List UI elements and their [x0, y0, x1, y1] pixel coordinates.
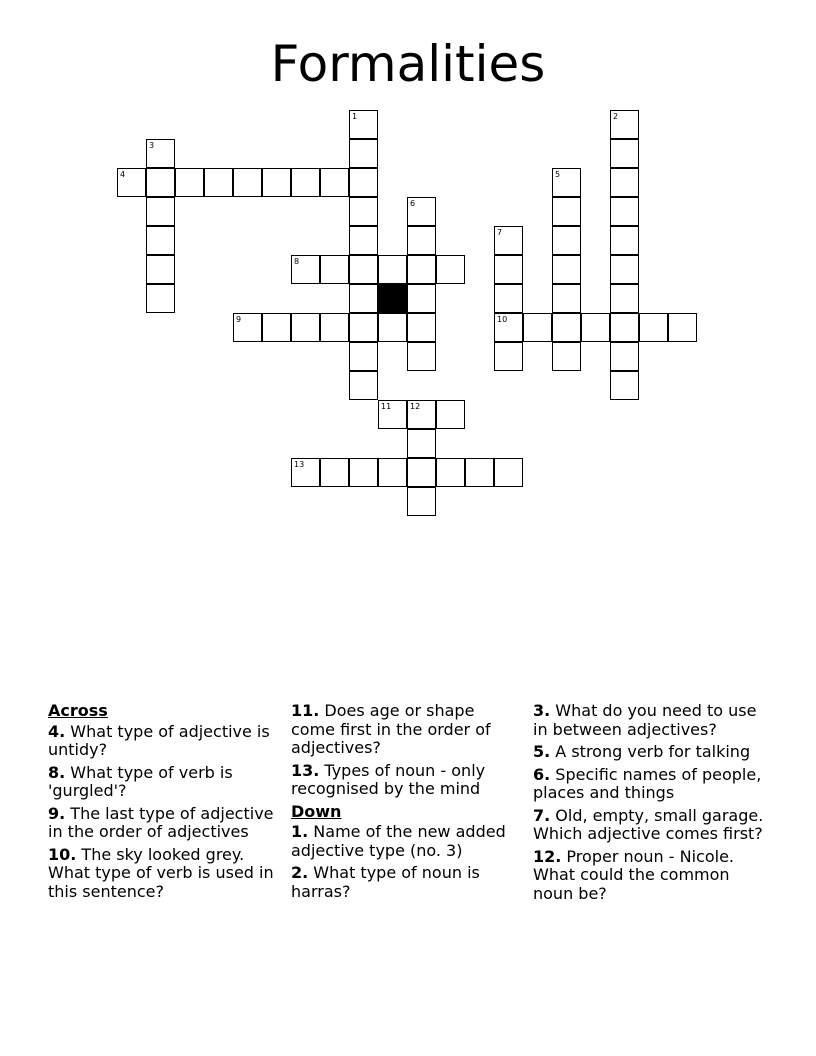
- clue-number: 1.: [291, 822, 309, 841]
- grid-cell[interactable]: [407, 313, 436, 342]
- grid-cell[interactable]: [320, 313, 349, 342]
- cell-number: 5: [555, 170, 561, 179]
- cell-number: 11: [381, 402, 392, 411]
- grid-cell[interactable]: [146, 284, 175, 313]
- grid-cell[interactable]: [349, 110, 378, 139]
- clue-number: 3.: [533, 701, 551, 720]
- grid-cell[interactable]: [407, 226, 436, 255]
- grid-cell[interactable]: [378, 458, 407, 487]
- grid-cell[interactable]: [349, 226, 378, 255]
- grid-cell[interactable]: [146, 139, 175, 168]
- grid-cell[interactable]: [291, 458, 320, 487]
- grid-cell[interactable]: [378, 255, 407, 284]
- grid-cell[interactable]: [262, 168, 291, 197]
- grid-cell[interactable]: [407, 458, 436, 487]
- grid-cell[interactable]: [610, 168, 639, 197]
- grid-cell[interactable]: [291, 313, 320, 342]
- grid-cell[interactable]: [233, 313, 262, 342]
- cell-number: 3: [149, 141, 155, 150]
- clue-number: 9.: [48, 803, 66, 823]
- clue-down-5: [533, 743, 765, 762]
- clue-text: Specific names of people, places and things: [533, 764, 762, 802]
- clue-text: Name of the new added adjective type (no. 3): [291, 822, 506, 860]
- grid-cell[interactable]: [204, 168, 233, 197]
- grid-cell[interactable]: [146, 255, 175, 284]
- grid-cell[interactable]: [436, 255, 465, 284]
- across-heading: Across: [48, 701, 108, 720]
- grid-cell[interactable]: [552, 313, 581, 342]
- cell-number: 6: [410, 199, 416, 208]
- clue-down-6: [533, 766, 765, 803]
- cell-number: 8: [294, 257, 300, 266]
- clue-text: Types of noun - only recognised by the mind: [291, 760, 486, 798]
- clue-number: 13.: [291, 760, 320, 780]
- clue-across-8: [48, 764, 280, 801]
- grid-cell[interactable]: [291, 255, 320, 284]
- grid-cell[interactable]: [436, 458, 465, 487]
- cell-number: 2: [613, 112, 619, 121]
- down-heading: Down: [291, 801, 342, 821]
- grid-cell[interactable]: [523, 313, 552, 342]
- grid-cell[interactable]: [233, 168, 262, 197]
- grid-cell[interactable]: [610, 284, 639, 313]
- grid-cell[interactable]: [407, 400, 436, 429]
- clue-number: 5.: [533, 742, 551, 761]
- grid-cell[interactable]: [610, 110, 639, 139]
- grid-cell[interactable]: [146, 197, 175, 226]
- clue-number: 6.: [533, 764, 551, 784]
- grid-cell[interactable]: [175, 168, 204, 197]
- clue-across-9: [48, 805, 280, 842]
- grid-cell[interactable]: [291, 168, 320, 197]
- clue-text: Does age or shape come first in the order of adjectives?: [291, 701, 491, 757]
- grid-cell[interactable]: [378, 313, 407, 342]
- clue-text: Proper noun - Nicole. What could the common noun be?: [533, 846, 735, 903]
- grid-cell[interactable]: [349, 342, 378, 371]
- grid-cell[interactable]: [552, 255, 581, 284]
- grid-cell[interactable]: [610, 371, 639, 400]
- grid-cell[interactable]: [494, 226, 523, 255]
- clue-text: What type of adjective is untidy?: [48, 721, 270, 759]
- grid-cell[interactable]: [465, 458, 494, 487]
- clue-text: A strong verb for talking: [550, 742, 751, 761]
- grid-cell[interactable]: [146, 168, 175, 197]
- grid-cell[interactable]: [610, 139, 639, 168]
- cell-number: 13: [294, 460, 305, 469]
- clue-text: The sky looked grey. What type of verb is used in this sentence?: [48, 844, 274, 901]
- grid-cell[interactable]: [494, 342, 523, 371]
- grid-cell[interactable]: [610, 197, 639, 226]
- grid-cell[interactable]: [581, 313, 610, 342]
- clue-text: What type of noun is harras?: [291, 863, 480, 901]
- clue-number: 7.: [533, 805, 551, 825]
- clue-number: 4.: [48, 721, 66, 741]
- grid-cell[interactable]: [320, 168, 349, 197]
- clue-number: 12.: [533, 846, 562, 866]
- grid-cell[interactable]: [407, 487, 436, 516]
- grid-cell[interactable]: [349, 139, 378, 168]
- grid-cell[interactable]: [320, 458, 349, 487]
- clue-text: The last type of adjective in the order of adjectives: [48, 803, 274, 841]
- cell-number: 10: [497, 315, 508, 324]
- clue-text: What do you need to use in between adjectives?: [533, 701, 757, 739]
- grid-cell[interactable]: [552, 197, 581, 226]
- grid-cell[interactable]: [639, 313, 668, 342]
- clue-down-12: [533, 848, 765, 904]
- grid-cell[interactable]: [349, 255, 378, 284]
- grid-cell[interactable]: [407, 197, 436, 226]
- clue-text: What type of verb is 'gurgled'?: [48, 762, 233, 800]
- clue-down-7: [533, 807, 765, 844]
- clue-number: 2.: [291, 863, 309, 882]
- grid-cell[interactable]: [320, 255, 349, 284]
- grid-cell[interactable]: [610, 313, 639, 342]
- grid-cell[interactable]: [494, 313, 523, 342]
- cell-number: 9: [236, 315, 242, 324]
- grid-cell[interactable]: [407, 255, 436, 284]
- clue-across-4: [48, 723, 280, 760]
- grid-cell[interactable]: [349, 458, 378, 487]
- clue-down-3: [533, 702, 765, 739]
- grid-cell[interactable]: [552, 284, 581, 313]
- clue-across-11: [291, 702, 523, 758]
- clue-number: 8.: [48, 762, 66, 782]
- grid-cell[interactable]: [407, 429, 436, 458]
- clue-down-2: [291, 864, 523, 901]
- clues-column-1: [48, 702, 280, 905]
- grid-cell[interactable]: [349, 197, 378, 226]
- grid-cell[interactable]: [610, 342, 639, 371]
- clues-column-3: [533, 702, 765, 907]
- grid-cell[interactable]: [349, 168, 378, 197]
- clue-across-13: [291, 762, 523, 799]
- grid-cell[interactable]: [552, 226, 581, 255]
- grid-cell[interactable]: [349, 313, 378, 342]
- grid-cell[interactable]: [552, 168, 581, 197]
- cell-number: 1: [352, 112, 358, 121]
- grid-cell[interactable]: [610, 226, 639, 255]
- grid-cell[interactable]: [407, 284, 436, 313]
- clue-text: Old, empty, small garage. Which adjective comes first?: [533, 805, 764, 843]
- clue-number: 11.: [291, 701, 320, 720]
- black-cell: [378, 284, 407, 313]
- clue-down-1: [291, 823, 523, 860]
- clues-column-2: [291, 702, 523, 905]
- grid-cell[interactable]: [494, 255, 523, 284]
- grid-cell[interactable]: [552, 342, 581, 371]
- cell-number: 12: [410, 402, 421, 411]
- cell-number: 4: [120, 170, 126, 179]
- grid-cell[interactable]: [349, 371, 378, 400]
- grid-cell[interactable]: [668, 313, 697, 342]
- cell-number: 7: [497, 228, 503, 237]
- clue-number: 10.: [48, 844, 77, 864]
- grid-cell[interactable]: [117, 168, 146, 197]
- grid-cell[interactable]: [494, 284, 523, 313]
- clue-across-10: [48, 846, 280, 902]
- grid-cell[interactable]: [146, 226, 175, 255]
- grid-cell[interactable]: [262, 313, 291, 342]
- grid-cell[interactable]: [610, 255, 639, 284]
- grid-cell[interactable]: [349, 284, 378, 313]
- puzzle-title: Formalities: [270, 35, 546, 93]
- grid-cell[interactable]: [436, 400, 465, 429]
- grid-cell[interactable]: [407, 342, 436, 371]
- grid-cell[interactable]: [494, 458, 523, 487]
- grid-cell[interactable]: [378, 400, 407, 429]
